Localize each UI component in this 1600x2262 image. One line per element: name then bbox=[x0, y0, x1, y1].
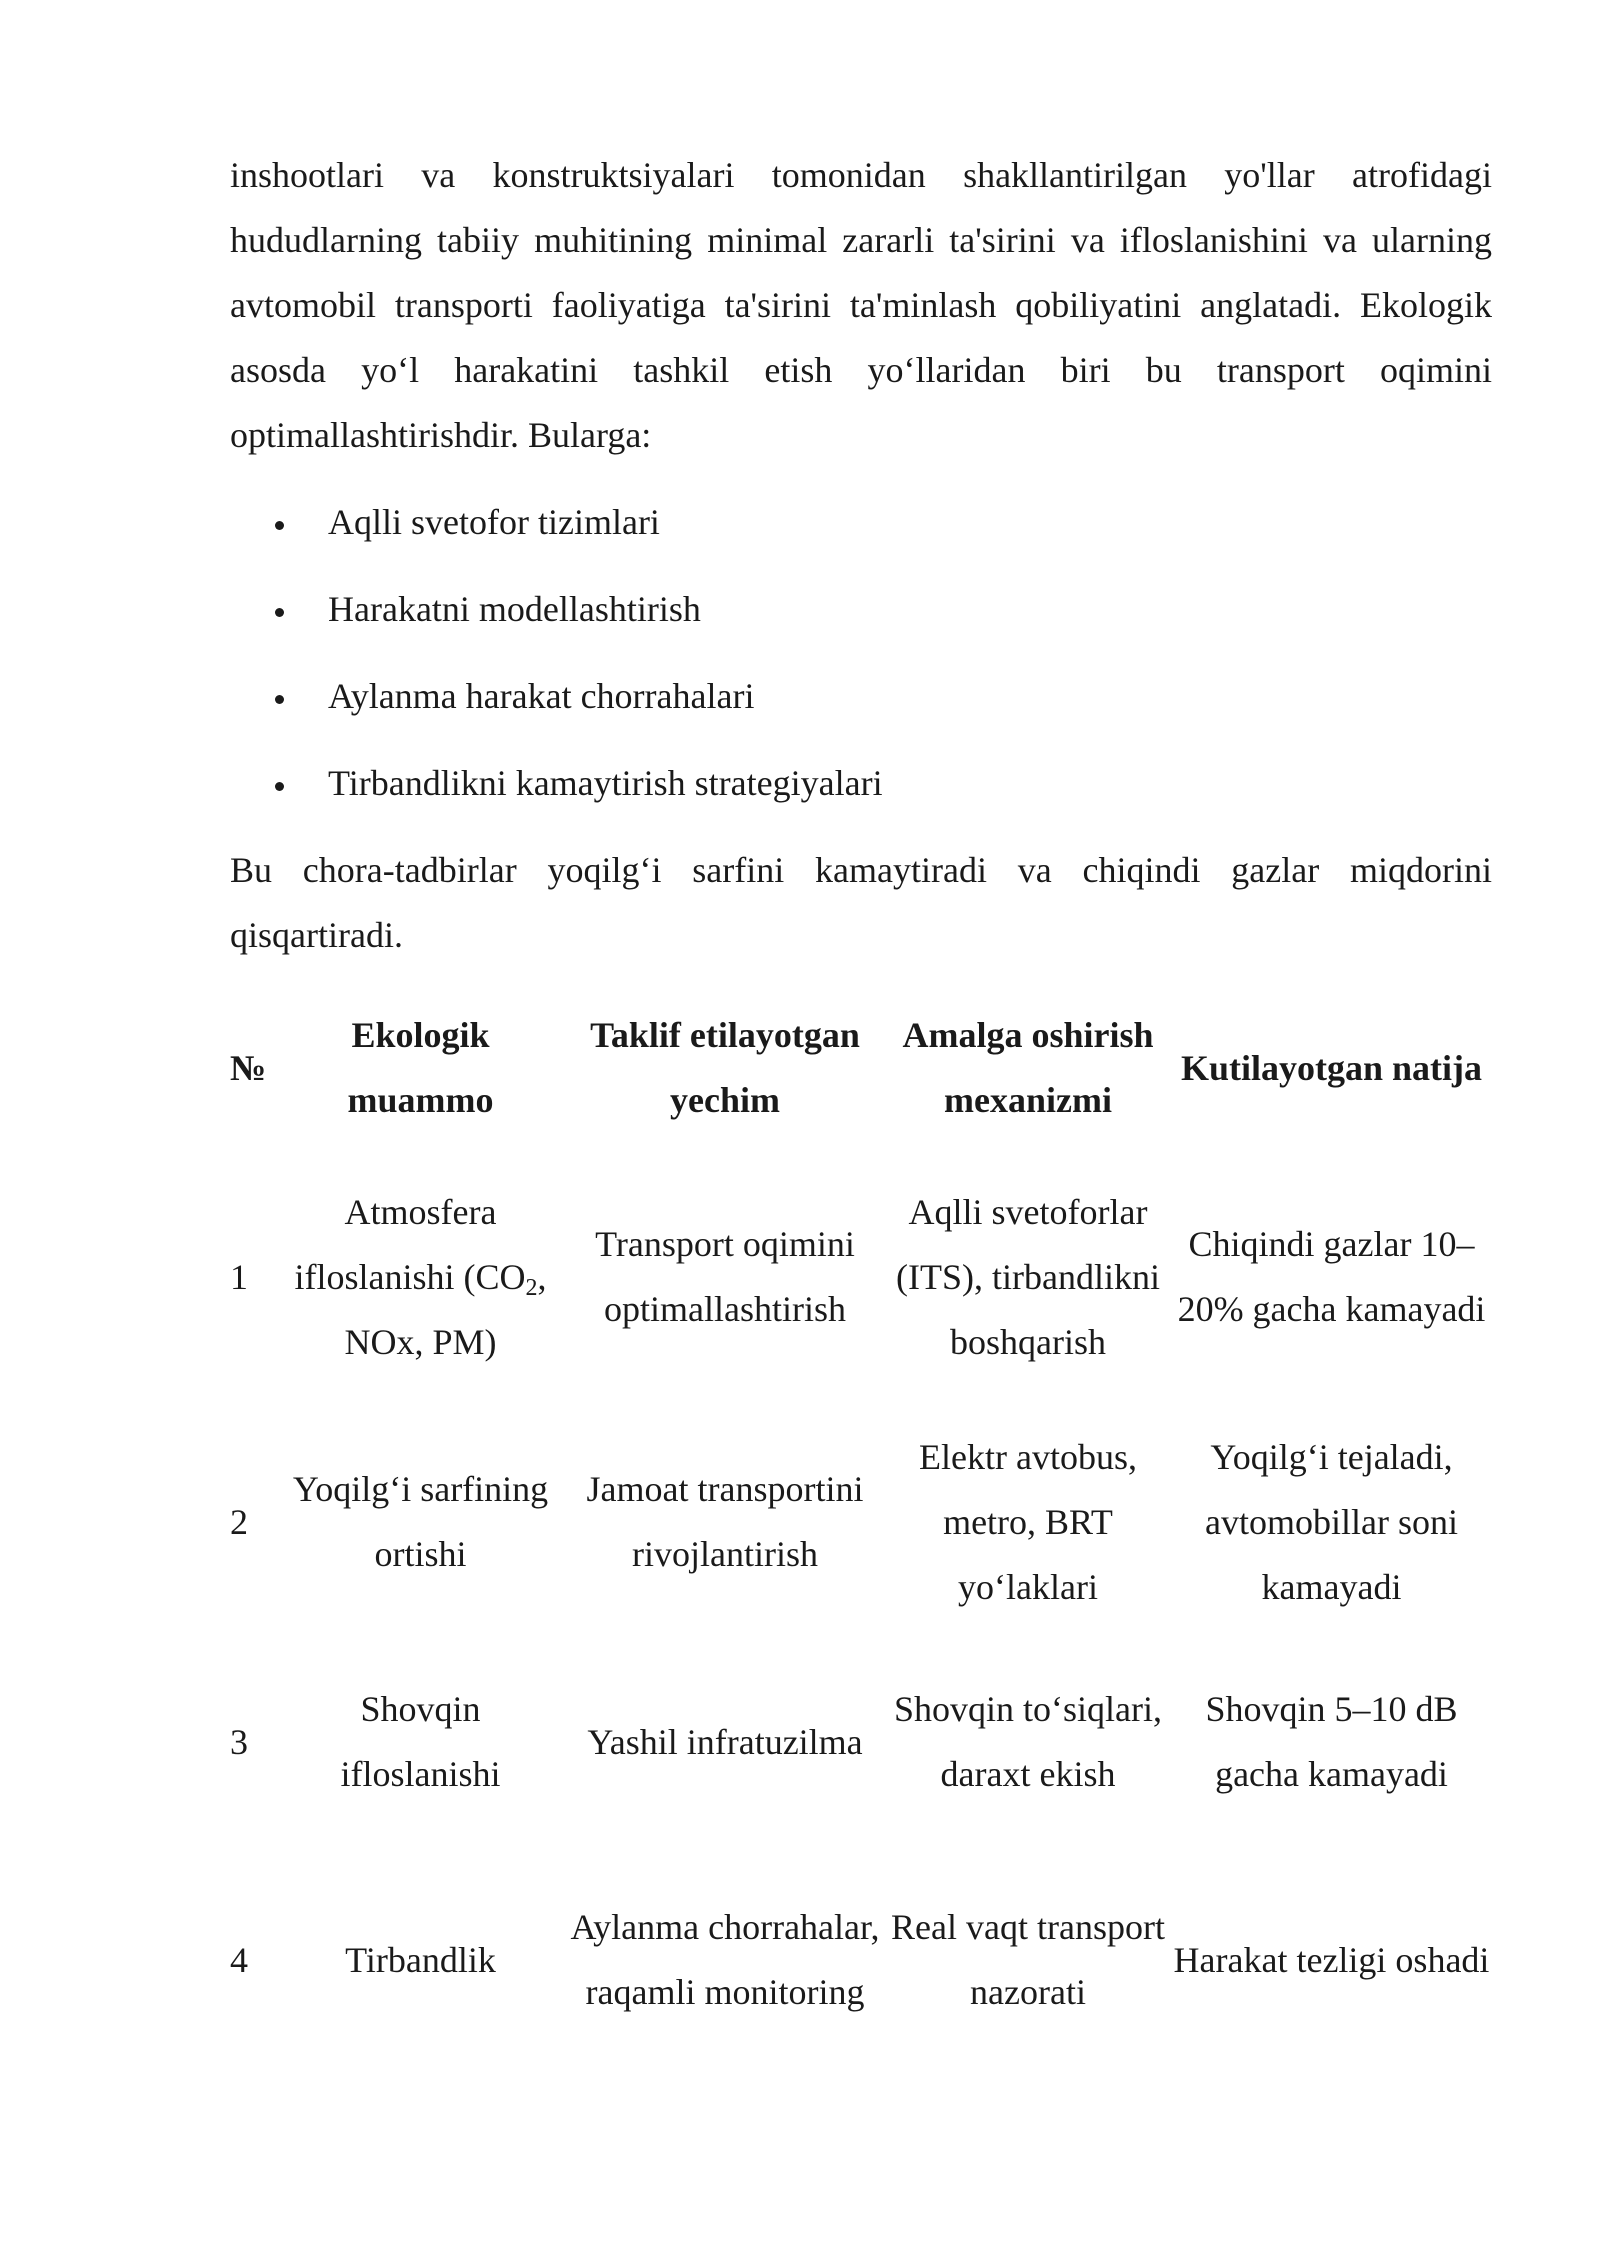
mechanism-cell: Aqlli svetoforlar (ITS), tirbandlikni boshqarish bbox=[896, 1191, 1160, 1362]
table-row bbox=[230, 1411, 1492, 1633]
list-item-label: Harakatni modellashtirish bbox=[328, 589, 701, 629]
list-item bbox=[230, 490, 1492, 577]
list-item bbox=[230, 664, 1492, 751]
measures-table bbox=[230, 993, 1492, 2069]
row-number: 1 bbox=[230, 1256, 248, 1297]
problem-text: Atmosfera ifloslanishi (CO bbox=[294, 1191, 526, 1297]
conclusion-paragraph: Bu chora-tadbirlar yoqilg‘i sarfini kamaytiradi va chiqindi gazlar miqdorini qisqartiradi. bbox=[230, 850, 1492, 955]
bullet-list bbox=[230, 490, 1492, 838]
row-number: 3 bbox=[230, 1721, 248, 1762]
result-cell: Yoqilg‘i tejaladi, avtomobillar soni kamayadi bbox=[1205, 1436, 1458, 1607]
bullet-icon bbox=[275, 521, 284, 530]
solution-cell: Jamoat transportini rivojlantirish bbox=[586, 1469, 864, 1574]
header-result: Kutilayotgan natija bbox=[1180, 1047, 1483, 1088]
subscript-text: 2 bbox=[525, 1274, 538, 1301]
table-row bbox=[230, 1143, 1492, 1411]
table-row bbox=[230, 1633, 1492, 1851]
list-item-label: Aylanma harakat chorrahalari bbox=[328, 676, 755, 716]
row-number: 4 bbox=[230, 1939, 248, 1980]
list-item-label: Aqlli svetofor tizimlari bbox=[328, 502, 660, 542]
result-cell: Shovqin 5–10 dB gacha kamayadi bbox=[1205, 1689, 1458, 1794]
problem-cell: Shovqin ifloslanishi bbox=[340, 1689, 501, 1794]
table-header-row bbox=[230, 993, 1492, 1143]
result-cell: Harakat tezligi oshadi bbox=[1173, 1939, 1490, 1980]
solution-cell: Transport oqimini optimallashtirish bbox=[595, 1224, 855, 1329]
bullet-icon bbox=[275, 608, 284, 617]
intro-paragraph: inshootlari va konstruktsiyalari tomonidan shakllantirilgan yo'llar atrofidagi hududlarning tabiiy muhitining minimal zararli ta'sirini va ifloslanishini va ularning avtomobil transporti faoliyatiga ta'sirini ta'minlash qobiliyatini anglatadi. Ekologik asosda yo‘l harakatini tashkil etish yo‘llaridan biri bu transport oqimini optimallashtirishdir. Bularga: bbox=[230, 155, 1492, 455]
header-mechanism: Amalga oshirish mexanizmi bbox=[902, 1015, 1154, 1120]
solution-cell: Aylanma chorrahalar, raqamli monitoring bbox=[570, 1907, 880, 2012]
solution-cell: Yashil infratuzilma bbox=[587, 1721, 863, 1762]
bullet-icon bbox=[275, 695, 284, 704]
result-cell: Chiqindi gazlar 10–20% gacha kamayadi bbox=[1177, 1224, 1486, 1329]
table-row bbox=[230, 1851, 1492, 2069]
mechanism-cell: Shovqin to‘siqlari, daraxt ekish bbox=[894, 1689, 1162, 1794]
problem-cell: Yoqilg‘i sarfining ortishi bbox=[292, 1469, 549, 1574]
problem-cell: Tirbandlik bbox=[345, 1939, 496, 1980]
header-problem: Ekologik muammo bbox=[347, 1015, 494, 1120]
document-page bbox=[230, 143, 1492, 2069]
problem-text-suffix: , NOx, PM) bbox=[344, 1256, 547, 1362]
list-item bbox=[230, 577, 1492, 664]
mechanism-cell: Real vaqt transport nazorati bbox=[891, 1907, 1165, 2012]
problem-cell bbox=[276, 1143, 565, 1411]
list-item bbox=[230, 751, 1492, 838]
list-item-label: Tirbandlikni kamaytirish strategiyalari bbox=[328, 763, 883, 803]
mechanism-cell: Elektr avtobus, metro, BRT yo‘laklari bbox=[919, 1436, 1137, 1607]
row-number: 2 bbox=[230, 1501, 248, 1542]
bullet-icon bbox=[275, 782, 284, 791]
header-number: № bbox=[230, 1047, 267, 1088]
header-solution: Taklif etilayotgan yechim bbox=[590, 1015, 860, 1120]
